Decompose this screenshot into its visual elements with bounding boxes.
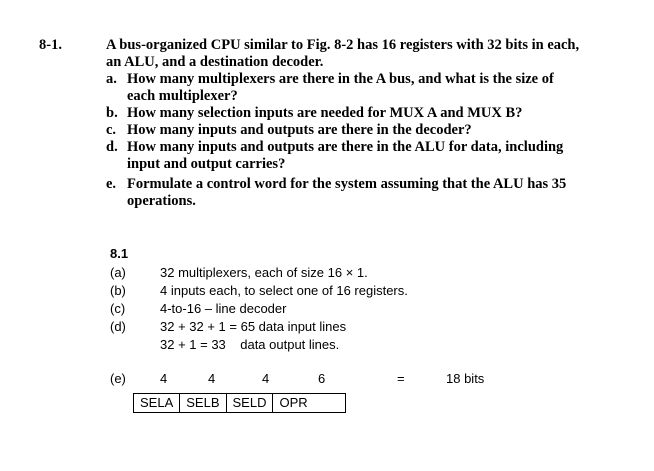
- question-line: operations.: [127, 193, 196, 209]
- field-seld: SELD: [227, 394, 274, 412]
- question-line: input and output carries?: [127, 156, 286, 172]
- answer-letter: (d): [110, 319, 126, 334]
- answer-text: 32 + 1 = 33 data output lines.: [160, 337, 340, 352]
- field-selb: SELB: [180, 394, 226, 412]
- question-text: [127, 176, 566, 210]
- question-letter: e.: [106, 176, 117, 192]
- answer-letter: (b): [110, 283, 126, 298]
- field-sela: SELA: [134, 394, 180, 412]
- solution-heading: 8.1: [110, 246, 129, 261]
- equals-sign: =: [397, 371, 405, 386]
- intro-line: A bus-organized CPU similar to Fig. 8-2 has 16 registers with 32 bits in each,: [106, 37, 580, 53]
- question-letter: a.: [106, 71, 117, 87]
- question-line: each multiplexer?: [127, 88, 238, 104]
- question-line: How many selection inputs are needed for MUX A and MUX B?: [127, 105, 523, 121]
- question-text: [127, 105, 522, 122]
- question-letter: d.: [106, 139, 118, 155]
- bits-selb: 4: [208, 371, 216, 386]
- problem-intro: [106, 37, 579, 71]
- question-line: How many multiplexers are there in the A bus, and what is the size of: [127, 71, 554, 87]
- answer-text: 32 multiplexers, each of size 16 × 1.: [160, 265, 368, 280]
- question-letter: c.: [106, 122, 117, 138]
- control-word-table: [133, 393, 346, 413]
- question-line: How many inputs and outputs are there in the ALU for data, including: [127, 139, 564, 155]
- answer-text: 4-to-16 – line decoder: [160, 301, 287, 316]
- question-text: [127, 122, 472, 139]
- question-line: Formulate a control word for the system assuming that the ALU has 35: [127, 176, 567, 192]
- total-bits: 18 bits: [446, 371, 485, 386]
- question-text: [127, 71, 554, 105]
- problem-number: 8-1.: [39, 37, 62, 53]
- question-line: How many inputs and outputs are there in the decoder?: [127, 122, 472, 138]
- bits-opr: 6: [318, 371, 326, 386]
- answer-e-letter: (e): [110, 371, 126, 386]
- answer-text: 32 + 32 + 1 = 65 data input lines: [160, 319, 347, 334]
- answer-letter: (a): [110, 265, 126, 280]
- intro-line: an ALU, and a destination decoder.: [106, 54, 324, 70]
- field-opr: OPR: [279, 395, 308, 410]
- bits-seld: 4: [262, 371, 270, 386]
- answer-text: 4 inputs each, to select one of 16 registers.: [160, 283, 408, 298]
- bits-sela: 4: [160, 371, 168, 386]
- question-text: [127, 139, 563, 173]
- answer-letter: (c): [110, 301, 126, 316]
- question-letter: b.: [106, 105, 118, 121]
